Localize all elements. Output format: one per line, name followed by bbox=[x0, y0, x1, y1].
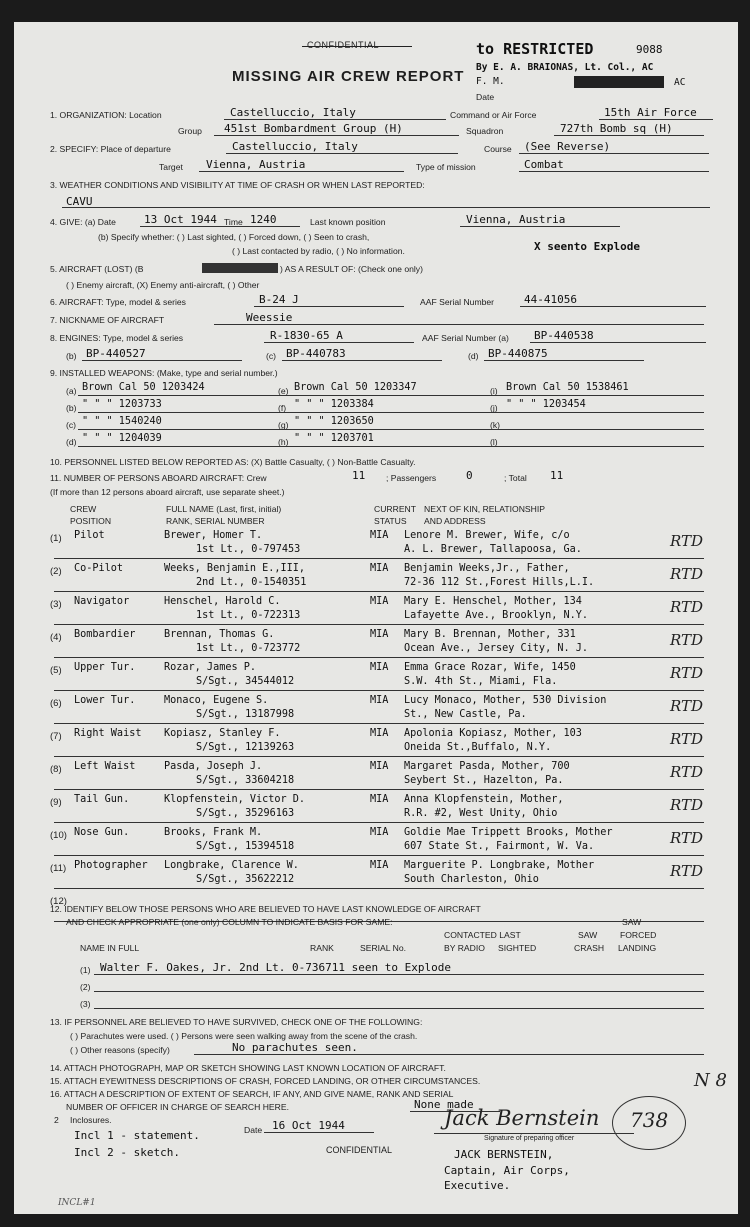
aircraft-model: B-24 J bbox=[259, 293, 299, 306]
rule bbox=[54, 789, 704, 790]
reclass-number: 9088 bbox=[636, 43, 663, 56]
crew-kin-line1: Benjamin Weeks,Jr., Father, bbox=[404, 563, 570, 574]
passengers-label: ; Passengers bbox=[386, 473, 437, 483]
date-label: 4. GIVE: (a) Date bbox=[50, 217, 116, 227]
engine-serial-label: AAF Serial Number (a) bbox=[422, 333, 509, 343]
crew-rank: S/Sgt., 15394518 bbox=[196, 841, 295, 852]
aircraft-serial: 44-41056 bbox=[524, 293, 577, 306]
total-count: 11 bbox=[550, 469, 564, 482]
crew-rank: S/Sgt., 35622212 bbox=[196, 874, 295, 885]
crew-number: (10) bbox=[50, 830, 67, 841]
crew-name: Henschel, Harold C. bbox=[164, 596, 281, 607]
rule bbox=[282, 360, 442, 361]
crew-header: STATUS bbox=[374, 516, 407, 526]
crew-name: Kopiasz, Stanley F. bbox=[164, 728, 281, 739]
weapon-value: " " " 1540240 bbox=[82, 416, 162, 427]
weapon-label: (l) bbox=[490, 437, 498, 447]
engine-a: BP-440538 bbox=[534, 329, 594, 342]
rule bbox=[78, 446, 704, 447]
reclass-to: to RESTRICTED bbox=[476, 40, 594, 58]
crew-kin-line1: Apolonia Kopiasz, Mother, 103 bbox=[404, 728, 582, 739]
classification-top: CONFIDENTIAL bbox=[307, 40, 380, 50]
rule bbox=[54, 558, 704, 559]
crew-name: Monaco, Eugene S. bbox=[164, 695, 269, 706]
crew-rtd-note: RTD bbox=[670, 664, 704, 682]
crew-position: Right Waist bbox=[74, 728, 142, 739]
rule bbox=[54, 855, 704, 856]
inclosure-2: Incl 2 - sketch. bbox=[74, 1146, 180, 1159]
weapon-value: " " " 1203454 bbox=[506, 399, 586, 410]
weapon-label: (c) bbox=[66, 420, 77, 430]
rule bbox=[54, 657, 704, 658]
crew-number: (6) bbox=[50, 698, 62, 709]
crew-kin-line2: Lafayette Ave., Brooklyn, N.Y. bbox=[404, 610, 589, 621]
crew-name: Pasda, Joseph J. bbox=[164, 761, 263, 772]
rule bbox=[54, 888, 704, 889]
crew-rank: S/Sgt., 35296163 bbox=[196, 808, 295, 819]
crew-header: CREW bbox=[70, 504, 97, 514]
rule bbox=[194, 1054, 704, 1055]
crew-header: NEXT OF KIN, RELATIONSHIP bbox=[424, 504, 545, 514]
crew-kin-line2: A. L. Brewer, Tallapoosa, Ga. bbox=[404, 544, 582, 555]
engine-d-label: (d) bbox=[468, 351, 479, 361]
org-label: 1. ORGANIZATION: Location bbox=[50, 110, 162, 120]
crew-kin-line2: St., New Castle, Pa. bbox=[404, 709, 527, 720]
s12-header: NAME IN FULL bbox=[80, 943, 140, 953]
crew-header: AND ADDRESS bbox=[424, 516, 486, 526]
redaction-bar bbox=[574, 76, 664, 88]
rule bbox=[78, 395, 704, 396]
s12-header: LANDING bbox=[618, 943, 657, 953]
rule bbox=[460, 226, 620, 227]
rule bbox=[54, 690, 704, 691]
s16-line2: NUMBER OF OFFICER IN CHARGE OF SEARCH HERE. bbox=[66, 1102, 289, 1112]
signature: Jack Bernstein bbox=[444, 1106, 600, 1130]
s12-saw: SAW bbox=[622, 917, 642, 927]
crew-status: MIA bbox=[370, 728, 389, 739]
rule bbox=[94, 974, 704, 975]
squadron-value: 727th Bomb sq (H) bbox=[560, 122, 673, 135]
crew-kin-line2: 607 State St., Fairmont, W. Va. bbox=[404, 841, 595, 852]
s12-header: SAW bbox=[578, 930, 598, 940]
passengers-count: 0 bbox=[466, 469, 473, 482]
footer-date: 16 Oct 1944 bbox=[272, 1119, 345, 1132]
crew-rtd-note: RTD bbox=[670, 829, 704, 847]
weapon-label: (f) bbox=[278, 403, 287, 413]
crew-number: (1) bbox=[50, 533, 62, 544]
reclass-date: Date bbox=[476, 92, 495, 102]
weapon-value: " " " 1203650 bbox=[294, 416, 374, 427]
crew-kin-line2: R.R. #2, West Unity, Ohio bbox=[404, 808, 558, 819]
weapon-label: (i) bbox=[490, 386, 498, 396]
redaction-bar bbox=[202, 263, 278, 273]
crew-position: Lower Tur. bbox=[74, 695, 136, 706]
rule bbox=[224, 119, 446, 120]
rule bbox=[530, 342, 706, 343]
total-label: ; Total bbox=[504, 473, 527, 483]
aircraft-label: 6. AIRCRAFT: Type, model & series bbox=[50, 297, 186, 307]
crew-kin-line1: Marguerite P. Longbrake, Mother bbox=[404, 860, 595, 871]
crew-status: MIA bbox=[370, 596, 389, 607]
stamp-number: 738 bbox=[630, 1108, 669, 1132]
rule bbox=[78, 412, 704, 413]
lost-label: 5. AIRCRAFT (LOST) (B bbox=[50, 264, 144, 274]
lost-options: ( ) Enemy aircraft, (X) Enemy anti-aircraft, ( ) Other bbox=[66, 280, 260, 290]
report-page bbox=[14, 22, 738, 1214]
rule bbox=[140, 226, 300, 227]
rule bbox=[78, 429, 704, 430]
s12-header: RANK bbox=[310, 943, 334, 953]
reclass-ac: AC bbox=[674, 77, 686, 88]
lost-label-end: ) AS A RESULT OF: (Check one only) bbox=[280, 264, 423, 274]
crew-kin-line2: South Charleston, Ohio bbox=[404, 874, 539, 885]
crew-number: (3) bbox=[50, 599, 62, 610]
crew-name: Longbrake, Clarence W. bbox=[164, 860, 299, 871]
aircraft-serial-label: AAF Serial Number bbox=[420, 297, 495, 307]
rule bbox=[94, 1008, 704, 1009]
signer-rank: Captain, Air Corps, bbox=[444, 1164, 570, 1177]
crew-rank: 2nd Lt., 0-1540351 bbox=[196, 577, 307, 588]
s12-row-label: (3) bbox=[80, 999, 91, 1009]
date-value: 13 Oct 1944 bbox=[144, 213, 217, 226]
nickname-value: Weessie bbox=[246, 311, 293, 324]
rule bbox=[226, 153, 458, 154]
course-value: (See Reverse) bbox=[524, 140, 611, 153]
engines-label: 8. ENGINES: Type, model & series bbox=[50, 333, 184, 343]
rule bbox=[519, 171, 709, 172]
crew-status: MIA bbox=[370, 761, 389, 772]
crew-rtd-note: RTD bbox=[670, 598, 704, 616]
crew-position: Left Waist bbox=[74, 761, 136, 772]
weapon-value: " " " 1204039 bbox=[82, 433, 162, 444]
crew-number: (11) bbox=[50, 863, 67, 874]
crew-rank: 1st Lt., 0-723772 bbox=[196, 643, 301, 654]
crew-rtd-note: RTD bbox=[670, 730, 704, 748]
personnel-label: 10. PERSONNEL LISTED BELOW REPORTED AS: (X) Battle Casualty, ( ) Non-Battle Casualty. bbox=[50, 457, 416, 467]
crew-kin-line1: Emma Grace Rozar, Wife, 1450 bbox=[404, 662, 576, 673]
contacted-line: ( ) Last contacted by radio, ( ) No information. bbox=[232, 246, 405, 256]
crew-number: (2) bbox=[50, 566, 62, 577]
crew-status: MIA bbox=[370, 827, 389, 838]
signature-label: Signature of preparing officer bbox=[484, 1135, 575, 1142]
rule bbox=[54, 723, 704, 724]
crew-number: (4) bbox=[50, 632, 62, 643]
specify-line: (b) Specify whether: ( ) Last sighted, ( ) Forced down, ( ) Seen to crash, bbox=[98, 232, 370, 242]
departure-value: Castelluccio, Italy bbox=[232, 140, 358, 153]
weapon-label: (j) bbox=[490, 403, 498, 413]
rule bbox=[484, 360, 644, 361]
rule bbox=[54, 624, 704, 625]
command-label: Command or Air Force bbox=[450, 110, 537, 120]
weapon-label: (g) bbox=[278, 420, 289, 430]
course-label: Course bbox=[484, 144, 512, 154]
mission-value: Combat bbox=[524, 158, 564, 171]
s12-header: CRASH bbox=[574, 943, 605, 953]
crew-header: POSITION bbox=[70, 516, 112, 526]
mission-label: Type of mission bbox=[416, 162, 476, 172]
crew-rtd-note: RTD bbox=[670, 796, 704, 814]
s12-header: BY RADIO bbox=[444, 943, 485, 953]
crew-kin-line1: Margaret Pasda, Mother, 700 bbox=[404, 761, 570, 772]
departure-label: 2. SPECIFY: Place of departure bbox=[50, 144, 171, 154]
rule bbox=[519, 153, 709, 154]
crew-rtd-note: RTD bbox=[670, 862, 704, 880]
group-value: 451st Bombardment Group (H) bbox=[224, 122, 403, 135]
rule bbox=[520, 306, 706, 307]
classification-strike bbox=[302, 46, 412, 47]
signer-name: JACK BERNSTEIN, bbox=[454, 1148, 554, 1161]
weather-label: 3. WEATHER CONDITIONS AND VISIBILITY AT TIME OF CRASH OR WHEN LAST REPORTED: bbox=[50, 180, 425, 190]
crew-status: MIA bbox=[370, 530, 389, 541]
inclosures-number: 2 bbox=[54, 1115, 59, 1125]
weapons-label: 9. INSTALLED WEAPONS: (Make, type and serial number.) bbox=[50, 368, 278, 378]
weapon-value: Brown Cal 50 1203347 bbox=[294, 382, 417, 393]
crew-number: (9) bbox=[50, 797, 62, 808]
s12-header: SIGHTED bbox=[498, 943, 537, 953]
rule bbox=[254, 306, 404, 307]
crew-kin-line2: S.W. 4th St., Miami, Fla. bbox=[404, 676, 558, 687]
crew-rtd-note: RTD bbox=[670, 565, 704, 583]
location-value: Castelluccio, Italy bbox=[230, 106, 356, 119]
crew-kin-line1: Mary B. Brennan, Mother, 331 bbox=[404, 629, 576, 640]
crew-rank: 1st Lt., 0-722313 bbox=[196, 610, 301, 621]
crew-kin-line1: Lenore M. Brewer, Wife, c/o bbox=[404, 530, 570, 541]
s12-row-label: (2) bbox=[80, 982, 91, 992]
margin-note: N 8 bbox=[694, 1070, 727, 1091]
crew-rtd-note: RTD bbox=[670, 631, 704, 649]
crew-number: (7) bbox=[50, 731, 62, 742]
s12-row-value: Walter F. Oakes, Jr. 2nd Lt. 0-736711 seen to Explode bbox=[100, 961, 451, 974]
crew-rank: S/Sgt., 34544012 bbox=[196, 676, 295, 687]
inclosures-label: Inclosures. bbox=[70, 1115, 112, 1125]
s12-header: SERIAL No. bbox=[360, 943, 407, 953]
rule bbox=[554, 135, 704, 136]
crew-rank: S/Sgt., 13187998 bbox=[196, 709, 295, 720]
weapon-label: (a) bbox=[66, 386, 77, 396]
crew-status: MIA bbox=[370, 563, 389, 574]
rule bbox=[199, 171, 404, 172]
crew-header: CURRENT bbox=[374, 504, 417, 514]
rule bbox=[599, 119, 713, 120]
weapon-value: " " " 1203701 bbox=[294, 433, 374, 444]
weapon-label: (h) bbox=[278, 437, 289, 447]
crew-kin-line1: Lucy Monaco, Mother, 530 Division bbox=[404, 695, 607, 706]
s16-line1: 16. ATTACH A DESCRIPTION OF EXTENT OF SEARCH, IF ANY, AND GIVE NAME, RANK AND SERIAL bbox=[50, 1089, 454, 1099]
crew-kin-line2: Oneida St.,Buffalo, N.Y. bbox=[404, 742, 552, 753]
bottom-note: INCL#1 bbox=[58, 1198, 96, 1208]
crew-rank: S/Sgt., 12139263 bbox=[196, 742, 295, 753]
s13-line2: ( ) Parachutes were used. ( ) Persons were seen walking away from the scene of the crash. bbox=[70, 1031, 418, 1041]
crew-name: Brewer, Homer T. bbox=[164, 530, 263, 541]
crew-kin-line2: Ocean Ave., Jersey City, N. J. bbox=[404, 643, 589, 654]
crew-count: 11 bbox=[352, 469, 366, 482]
weapon-value: " " " 1203384 bbox=[294, 399, 374, 410]
page-title: MISSING AIR CREW REPORT bbox=[232, 68, 465, 85]
weapon-label: (d) bbox=[66, 437, 77, 447]
crew-name: Rozar, James P. bbox=[164, 662, 257, 673]
rule bbox=[54, 591, 704, 592]
weapon-label: (k) bbox=[490, 420, 501, 430]
crew-name: Brennan, Thomas G. bbox=[164, 629, 275, 640]
group-label: Group bbox=[178, 126, 202, 136]
crew-kin-line1: Mary E. Henschel, Mother, 134 bbox=[404, 596, 582, 607]
crew-position: Navigator bbox=[74, 596, 130, 607]
engine-c: BP-440783 bbox=[286, 347, 346, 360]
s12-line1: 12. IDENTIFY BELOW THOSE PERSONS WHO ARE BELIEVED TO HAVE LAST KNOWLEDGE OF AIRCRAFT bbox=[50, 904, 481, 914]
s15-line: 15. ATTACH EYEWITNESS DESCRIPTIONS OF CRASH, FORCED LANDING, OR OTHER CIRCUMSTANCES. bbox=[50, 1076, 481, 1086]
s12-header: CONTACTED LAST bbox=[444, 930, 521, 940]
weapon-label: (e) bbox=[278, 386, 289, 396]
rule bbox=[54, 756, 704, 757]
s12-header: FORCED bbox=[620, 930, 657, 940]
crew-number: (5) bbox=[50, 665, 62, 676]
engine-b: BP-440527 bbox=[86, 347, 146, 360]
crew-status: MIA bbox=[370, 794, 389, 805]
reclass-name: F. M. bbox=[476, 76, 505, 87]
crew-position: Co-Pilot bbox=[74, 563, 124, 574]
signer-title: Executive. bbox=[444, 1179, 511, 1192]
weather-value: CAVU bbox=[66, 195, 93, 208]
crew-name: Weeks, Benjamin E.,III, bbox=[164, 563, 306, 574]
crew-rtd-note: RTD bbox=[670, 763, 704, 781]
s16-value: None made bbox=[414, 1098, 474, 1111]
rule bbox=[82, 360, 242, 361]
crew-kin-line1: Goldie Mae Trippett Brooks, Mother bbox=[404, 827, 613, 838]
rule bbox=[94, 991, 704, 992]
s14-line: 14. ATTACH PHOTOGRAPH, MAP OR SKETCH SHOWING LAST KNOWN LOCATION OF AIRCRAFT. bbox=[50, 1063, 446, 1073]
persons-label: 11. NUMBER OF PERSONS ABOARD AIRCRAFT: Crew bbox=[50, 473, 267, 483]
weapon-label: (b) bbox=[66, 403, 77, 413]
engine-b-label: (b) bbox=[66, 351, 77, 361]
squadron-label: Squadron bbox=[466, 126, 504, 136]
crew-status: MIA bbox=[370, 629, 389, 640]
command-value: 15th Air Force bbox=[604, 106, 697, 119]
target-label: Target bbox=[159, 162, 183, 172]
s13-line1: 13. IF PERSONNEL ARE BELIEVED TO HAVE SURVIVED, CHECK ONE OF THE FOLLOWING: bbox=[50, 1017, 423, 1027]
s13-value: No parachutes seen. bbox=[232, 1041, 358, 1054]
footer-date-label: Date bbox=[244, 1125, 263, 1135]
rule bbox=[214, 135, 459, 136]
target-value: Vienna, Austria bbox=[206, 158, 306, 171]
weapon-value: " " " 1203733 bbox=[82, 399, 162, 410]
classification-bottom: CONFIDENTIAL bbox=[326, 1145, 393, 1155]
crew-name: Brooks, Frank M. bbox=[164, 827, 263, 838]
crew-rtd-note: RTD bbox=[670, 697, 704, 715]
crew-position: Bombardier bbox=[74, 629, 136, 640]
time-value: 1240 bbox=[250, 213, 277, 226]
weapon-value: Brown Cal 50 1203424 bbox=[82, 382, 205, 393]
engine-d: BP-440875 bbox=[488, 347, 548, 360]
crew-position: Upper Tur. bbox=[74, 662, 136, 673]
crew-position: Nose Gun. bbox=[74, 827, 130, 838]
crew-status: MIA bbox=[370, 860, 389, 871]
rule bbox=[434, 1133, 634, 1134]
position-label: Last known position bbox=[310, 217, 386, 227]
engine-c-label: (c) bbox=[266, 351, 277, 361]
rule bbox=[264, 1132, 374, 1133]
crew-position: Pilot bbox=[74, 530, 105, 541]
rule bbox=[214, 324, 704, 325]
crew-number: (12) bbox=[50, 896, 67, 907]
crew-rank: S/Sgt., 33604218 bbox=[196, 775, 295, 786]
engine-type: R-1830-65 A bbox=[270, 329, 343, 342]
s12-row-label: (1) bbox=[80, 965, 91, 975]
rule bbox=[54, 822, 704, 823]
crew-kin-line1: Anna Klopfenstein, Mother, bbox=[404, 794, 564, 805]
crew-header: FULL NAME (Last, first, initial) bbox=[166, 504, 282, 514]
crew-name: Klopfenstein, Victor D. bbox=[164, 794, 306, 805]
position-value: Vienna, Austria bbox=[466, 213, 566, 226]
seen-value: X seento Explode bbox=[534, 240, 640, 253]
crew-number: (8) bbox=[50, 764, 62, 775]
crew-position: Photographer bbox=[74, 860, 148, 871]
rule bbox=[62, 207, 710, 208]
nickname-label: 7. NICKNAME OF AIRCRAFT bbox=[50, 315, 165, 325]
crew-status: MIA bbox=[370, 662, 389, 673]
crew-rank: 1st Lt., 0-797453 bbox=[196, 544, 301, 555]
crew-header: RANK, SERIAL NUMBER bbox=[166, 516, 265, 526]
crew-position: Tail Gun. bbox=[74, 794, 130, 805]
weapon-value: Brown Cal 50 1538461 bbox=[506, 382, 629, 393]
rule bbox=[264, 342, 414, 343]
persons-note: (If more than 12 persons aboard aircraft, use separate sheet.) bbox=[50, 487, 285, 497]
inclosure-1: Incl 1 - statement. bbox=[74, 1129, 200, 1142]
crew-kin-line2: 72-36 112 St.,Forest Hills,L.I. bbox=[404, 577, 595, 588]
s12-line2: AND CHECK APPROPRIATE (one only) COLUMN TO INDICATE BASIS FOR SAME: bbox=[66, 917, 393, 927]
s13-line3: ( ) Other reasons (specify) bbox=[70, 1045, 170, 1055]
time-label: Time bbox=[224, 217, 243, 227]
crew-status: MIA bbox=[370, 695, 389, 706]
crew-kin-line2: Seybert St., Hazelton, Pa. bbox=[404, 775, 564, 786]
reclass-by: By E. A. BRAIONAS, Lt. Col., AC bbox=[476, 62, 654, 73]
crew-rtd-note: RTD bbox=[670, 532, 704, 550]
